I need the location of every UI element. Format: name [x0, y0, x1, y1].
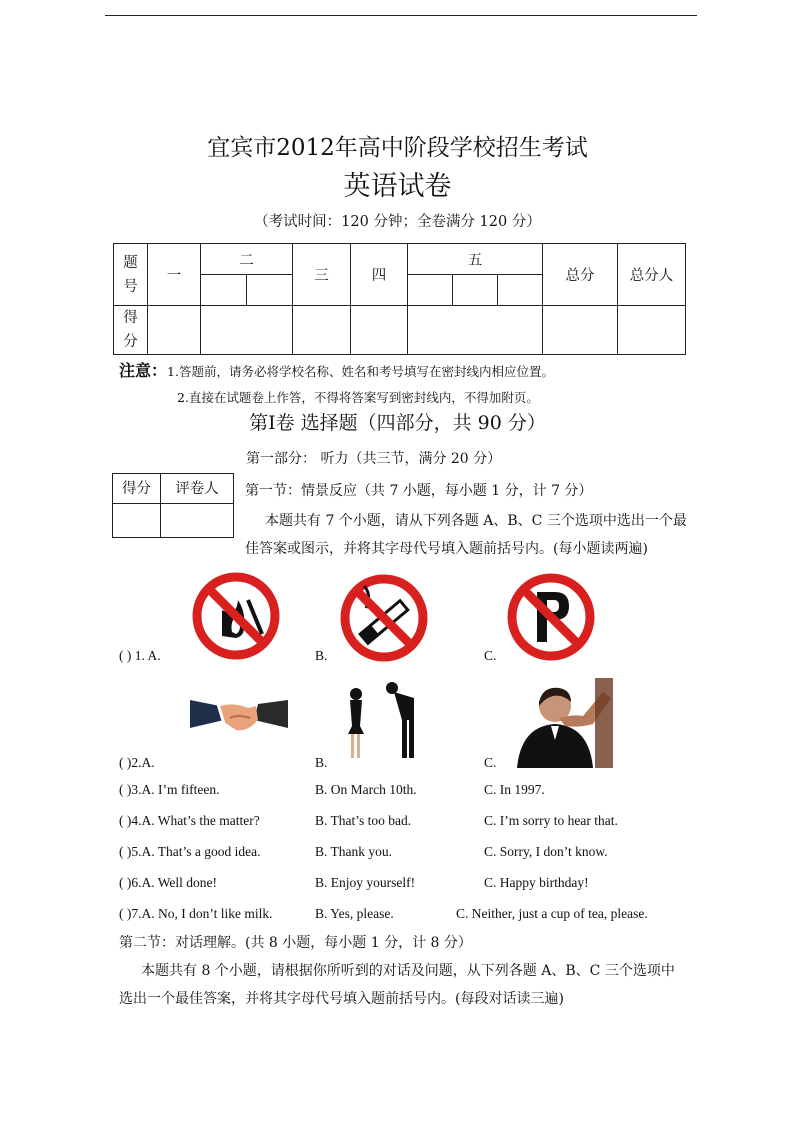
part1-section-heading: 第一部分： 听力（共三节，满分 20 分） [246, 451, 502, 467]
score-table [113, 243, 686, 355]
note-item-1: 1.答题前，请务必将学校名称、姓名和考号填写在密封线内相应位置。 [167, 364, 554, 379]
section2-title: 第二节：对话理解。(共 8 小题，每小题 1 分，计 8 分） [119, 935, 472, 951]
score-cell[interactable] [247, 275, 293, 306]
header-rule [105, 15, 697, 16]
grader-box [112, 473, 234, 538]
part1-heading: 第Ⅰ卷 选择题（四部分，共 90 分） [249, 412, 546, 434]
q6-option-b: B. Enjoy yourself! [315, 875, 416, 890]
q2-option-b: B. [315, 755, 328, 770]
col-one: 一 [148, 244, 201, 306]
no-fire-sign-icon [192, 570, 280, 662]
q3-option-b: B. On March 10th. [315, 782, 417, 797]
q7-option-c: C. Neither, just a cup of tea, please. [456, 906, 648, 921]
q2-label: ( )2.A. [119, 755, 155, 770]
note-item-2: 2.直接在试题卷上作答，不得将答案写到密封线内，不得加附页。 [177, 390, 539, 405]
grader-person-cell[interactable] [161, 504, 234, 538]
q5-option-b: B. Thank you. [315, 844, 392, 859]
handshake-photo [190, 680, 288, 750]
q7-option-b: B. Yes, please. [315, 906, 394, 921]
row-header-score: 得分 [114, 306, 148, 355]
exam-info: （考试时间：120 分钟；全卷满分 120 分） [254, 214, 541, 230]
q6-option-c: C. Happy birthday! [484, 875, 589, 890]
q3-option-c: C. In 1997. [484, 782, 545, 797]
notes [119, 358, 554, 381]
col-totaler: 总分人 [618, 244, 686, 306]
q4-label: ( )4.A. What’s the matter? [119, 813, 260, 828]
grader-score-label: 得分 [113, 474, 161, 504]
score-cell[interactable] [543, 306, 618, 355]
col-total: 总分 [543, 244, 618, 306]
q4-option-b: B. That’s too bad. [315, 813, 412, 828]
section2-instruction-2: 选出一个最佳答案，并将其字母代号填入题前括号内。(每段对话读三遍) [119, 991, 564, 1007]
q1-option-c: C. [484, 648, 497, 663]
q6-label: ( )6.A. Well done! [119, 875, 218, 890]
section1-instruction-2: 佳答案或图示，并将其字母代号填入题前括号内。(每小题读两遍) [245, 541, 648, 557]
grader-person-label: 评卷人 [161, 474, 234, 504]
row-header-number: 题号 [114, 244, 148, 306]
score-cell[interactable] [618, 306, 686, 355]
score-cell[interactable] [148, 306, 201, 355]
bowing-people-photo [330, 676, 430, 762]
score-cell[interactable] [408, 275, 453, 306]
notes-label: 注意： [119, 361, 168, 380]
q3-label: ( )3.A. I’m fifteen. [119, 782, 220, 797]
q2-option-c: C. [484, 755, 497, 770]
score-cell[interactable] [351, 306, 408, 355]
col-five: 五 [408, 244, 543, 275]
score-cell[interactable] [201, 275, 247, 306]
hand-kiss-photo [503, 678, 613, 768]
q5-label: ( )5.A. That’s a good idea. [119, 844, 261, 859]
col-two: 二 [201, 244, 293, 275]
col-three: 三 [293, 244, 351, 306]
q1-option-b: B. [315, 648, 328, 663]
col-four: 四 [351, 244, 408, 306]
section1-title: 第一节：情景反应（共 7 小题，每小题 1 分，计 7 分） [245, 483, 593, 499]
score-cell[interactable] [498, 275, 543, 306]
score-cell[interactable] [408, 306, 543, 355]
exam-title: 宜宾市2012年高中阶段学校招生考试 [207, 135, 588, 161]
q7-label: ( )7.A. No, I don’t like milk. [119, 906, 273, 921]
score-cell[interactable] [293, 306, 351, 355]
no-smoking-sign-icon [340, 572, 428, 664]
q1-label: ( ) 1. A. [119, 648, 161, 663]
grader-score-cell[interactable] [113, 504, 161, 538]
paper-title: 英语试卷 [343, 171, 452, 202]
score-cell[interactable] [453, 275, 498, 306]
q5-option-c: C. Sorry, I don’t know. [484, 844, 608, 859]
section2-instruction-1: 本题共有 8 个小题，请根据你所听到的对话及问题，从下列各题 A、B、C 三个选项中 [141, 963, 675, 979]
no-parking-sign-icon [507, 572, 595, 662]
section1-instruction-1: 本题共有 7 个小题，请从下列各题 A、B、C 三个选项中选出一个最 [265, 513, 687, 529]
q4-option-c: C. I’m sorry to hear that. [484, 813, 618, 828]
score-cell[interactable] [201, 306, 293, 355]
